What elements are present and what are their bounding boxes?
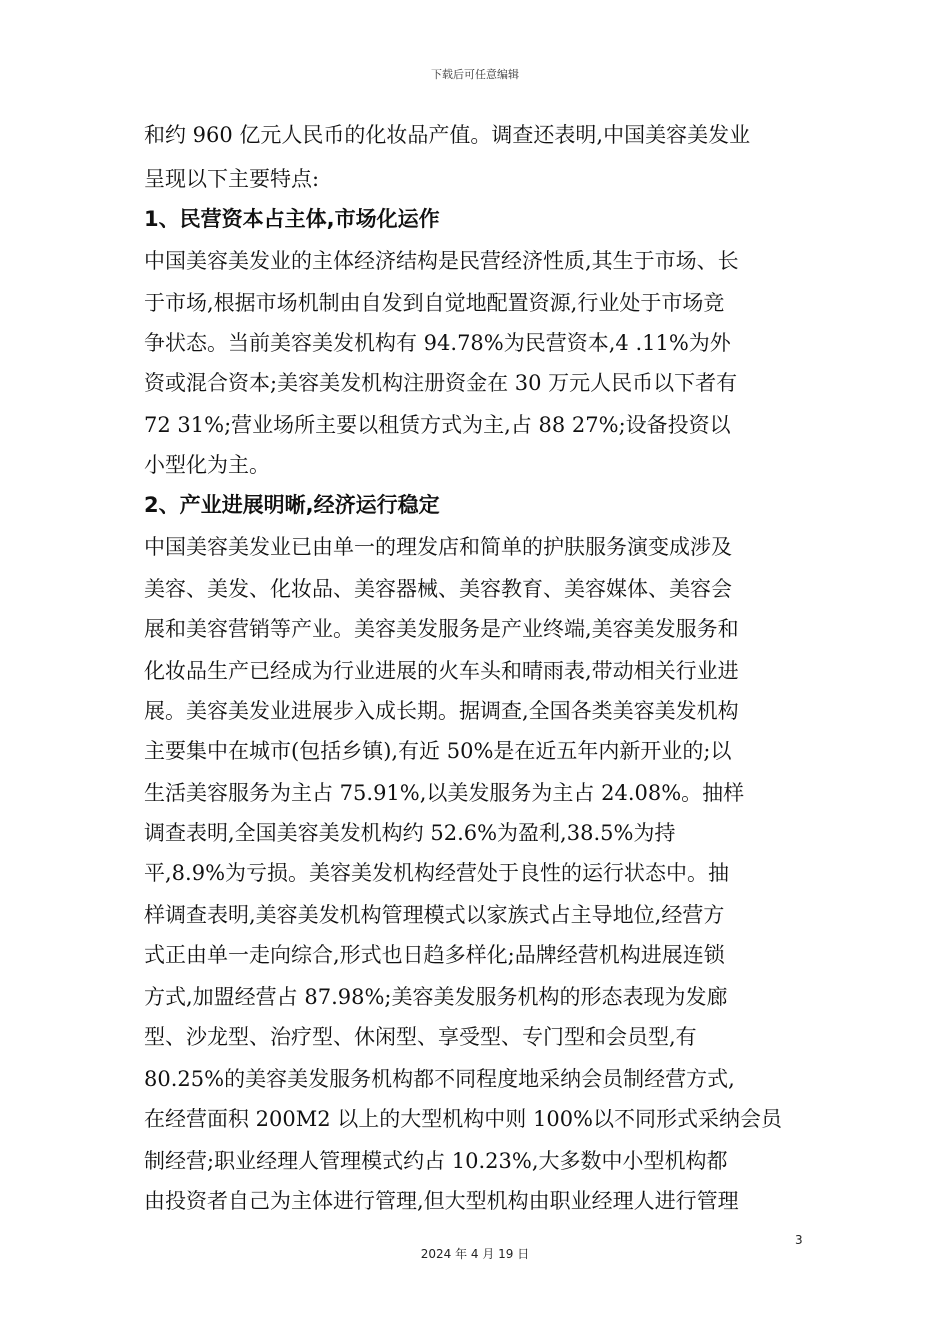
text-line: 化妆品生产已经成为行业进展的火车头和晴雨表,带动相关行业进 [144,659,739,683]
text-line: 制经营;职业经理人管理模式约占 10.23%,大多数中小型机构都 [144,1149,728,1173]
page-header-note: 下载后可任意编辑 [431,68,519,81]
text-line: 中国美容美发业的主体经济结构是民营经济性质,其生于市场、长 [144,249,739,273]
text-line: 和约 960 亿元人民币的化妆品产值。调查还表明,中国美容美发业 [144,123,751,147]
text-line: 72 31%;营业场所主要以租赁方式为主,占 88 27%;设备投资以 [144,413,731,437]
text-line: 展。美容美发业进展步入成长期。据调查,全国各类美容美发机构 [144,699,739,723]
section-heading: 1、民营资本占主体,市场化运作 [144,207,440,231]
text-line: 样调查表明,美容美发机构管理模式以家族式占主导地位,经营方 [144,903,725,927]
text-line: 美容、美发、化妆品、美容器械、美容教育、美容媒体、美容会 [144,577,732,601]
text-line: 型、沙龙型、治疗型、休闲型、享受型、专门型和会员型,有 [144,1025,697,1049]
text-line: 生活美容服务为主占 75.91%,以美发服务为主占 24.08%。抽样 [144,781,745,805]
text-line: 展和美容营销等产业。美容美发服务是产业终端,美容美发服务和 [144,617,739,641]
text-line: 由投资者自己为主体进行管理,但大型机构由职业经理人进行管理 [144,1189,739,1213]
text-line: 中国美容美发业已由单一的理发店和简单的护肤服务演变成涉及 [144,535,732,559]
text-line: 于市场,根据市场机制由自发到自觉地配置资源,行业处于市场竞 [144,291,725,315]
text-line: 资或混合资本;美容美发机构注册资金在 30 万元人民币以下者有 [144,371,738,395]
text-line: 式正由单一走向综合,形式也日趋多样化;品牌经营机构进展连锁 [144,943,725,967]
text-line: 呈现以下主要特点: [144,167,320,191]
text-line: 在经营面积 200M2 以上的大型机构中则 100%以不同形式采纳会员 [144,1107,783,1131]
section-heading: 2、产业进展明晰,经济运行稳定 [144,493,440,517]
text-line: 争状态。当前美容美发机构有 94.78%为民营资本,4 .11%为外 [144,331,731,355]
page-number: 3 [795,1233,803,1247]
text-line: 调查表明,全国美容美发机构约 52.6%为盈利,38.5%为持 [144,821,676,845]
text-line: 方式,加盟经营占 87.98%;美容美发服务机构的形态表现为发廊 [144,985,728,1009]
text-line: 主要集中在城市(包括乡镇),有近 50%是在近五年内新开业的;以 [144,739,732,763]
page-footer-date: 2024 年 4 月 19 日 [420,1247,530,1261]
text-line: 80.25%的美容美发服务机构都不同程度地采纳会员制经营方式, [144,1067,735,1091]
text-line: 小型化为主。 [144,453,270,477]
text-line: 平,8.9%为亏损。美容美发机构经营处于良性的运行状态中。抽 [144,861,730,885]
